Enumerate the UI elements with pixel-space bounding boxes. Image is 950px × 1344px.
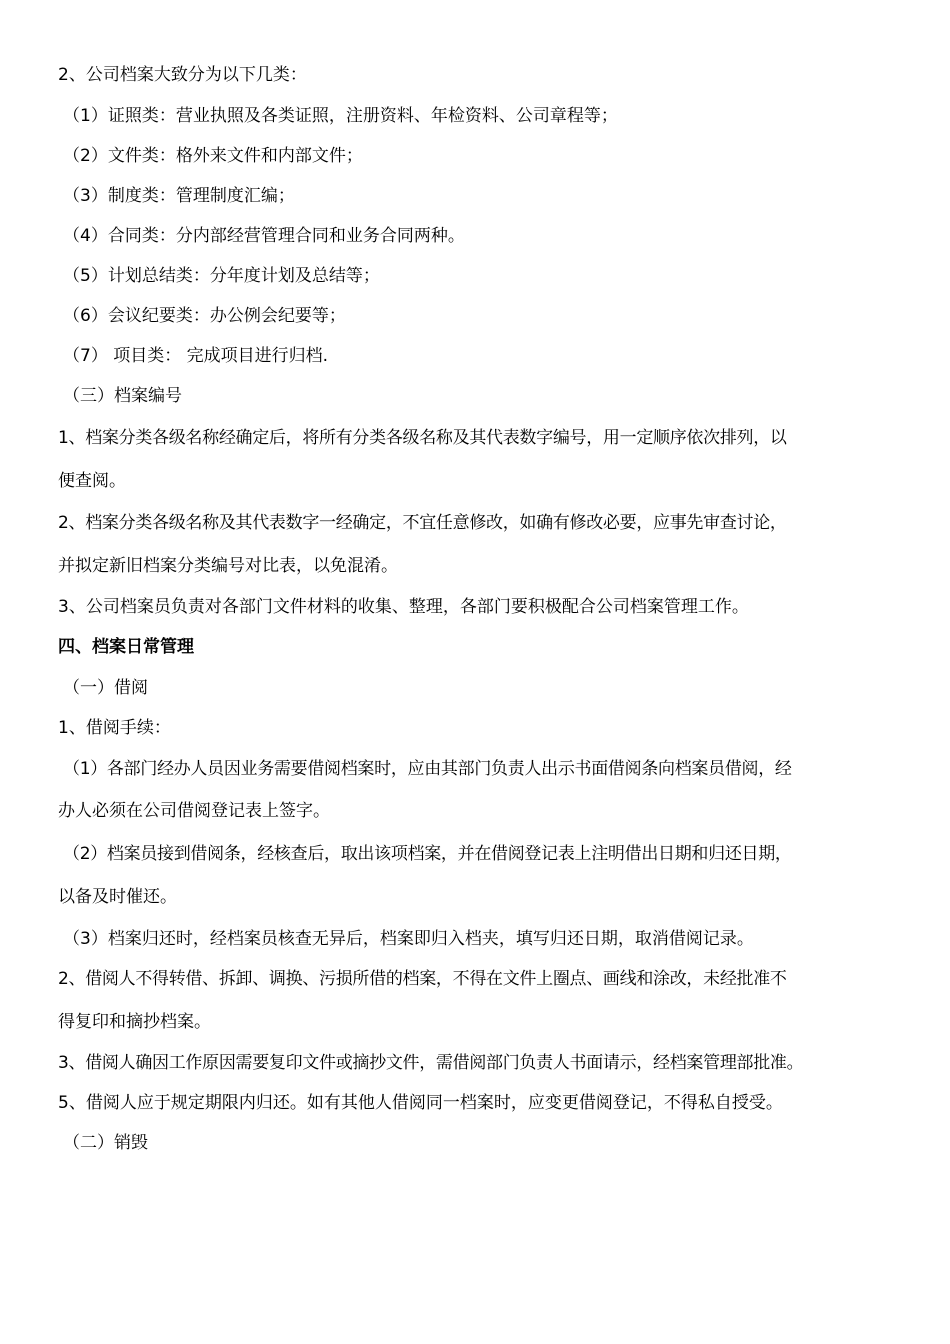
list-item: （2）文件类：格外来文件和内部文件；: [63, 146, 363, 166]
paragraph-line: 1、借阅手续：: [58, 718, 171, 738]
paragraph-line: （3）档案归还时，经档案员核查无异后，档案即归入档夹，填写归还日期，取消借阅记录。: [63, 929, 754, 949]
paragraph-line: 3、借阅人确因工作原因需要复印文件或摘抄文件，需借阅部门负责人书面请示，经档案管理部批准。: [58, 1053, 804, 1073]
list-item: （4）合同类：分内部经营管理合同和业务合同两种。: [63, 226, 465, 246]
subsection-heading-borrowing: （一）借阅: [63, 678, 148, 698]
section-heading-daily-management: 四、档案日常管理: [58, 637, 194, 657]
list-item: （7） 项目类： 完成项目进行归档.: [63, 346, 329, 366]
paragraph-line: （1）各部门经办人员因业务需要借阅档案时，应由其部门负责人出示书面借阅条向档案员借阅，经: [63, 759, 792, 779]
paragraph-line: 并拟定新旧档案分类编号对比表，以免混淆。: [58, 556, 398, 576]
paragraph-line: 以备及时催还。: [58, 887, 177, 907]
paragraph-line: 5、借阅人应于规定期限内归还。如有其他人借阅同一档案时，应变更借阅登记，不得私自授受。: [58, 1093, 783, 1113]
list-intro: 2、公司档案大致分为以下几类：: [58, 65, 307, 85]
paragraph-line: 3、公司档案员负责对各部门文件材料的收集、整理，各部门要积极配合公司档案管理工作。: [58, 597, 749, 617]
paragraph-line: 便查阅。: [58, 471, 126, 491]
paragraph-line: （2）档案员接到借阅条，经核查后，取出该项档案，并在借阅登记表上注明借出日期和归还日期，: [63, 844, 792, 864]
list-item: （5）计划总结类：分年度计划及总结等；: [63, 266, 380, 286]
paragraph-line: 2、借阅人不得转借、拆卸、调换、污损所借的档案，不得在文件上圈点、画线和涂改，未经批准不: [58, 969, 787, 989]
paragraph-line: 办人必须在公司借阅登记表上签字。: [58, 801, 330, 821]
list-item: （6）会议纪要类：办公例会纪要等；: [63, 306, 346, 326]
paragraph-line: 1、档案分类各级名称经确定后，将所有分类各级名称及其代表数字编号，用一定顺序依次排列，以: [58, 428, 787, 448]
list-item: （1）证照类：营业执照及各类证照，注册资料、年检资料、公司章程等；: [63, 106, 618, 126]
section-heading-archive-numbering: （三）档案编号: [63, 386, 182, 406]
subsection-heading-destruction: （二）销毁: [63, 1133, 148, 1153]
paragraph-line: 2、档案分类各级名称及其代表数字一经确定，不宜任意修改，如确有修改必要，应事先审查讨论，: [58, 513, 787, 533]
paragraph-line: 得复印和摘抄档案。: [58, 1012, 211, 1032]
list-item: （3）制度类：管理制度汇编；: [63, 186, 295, 206]
